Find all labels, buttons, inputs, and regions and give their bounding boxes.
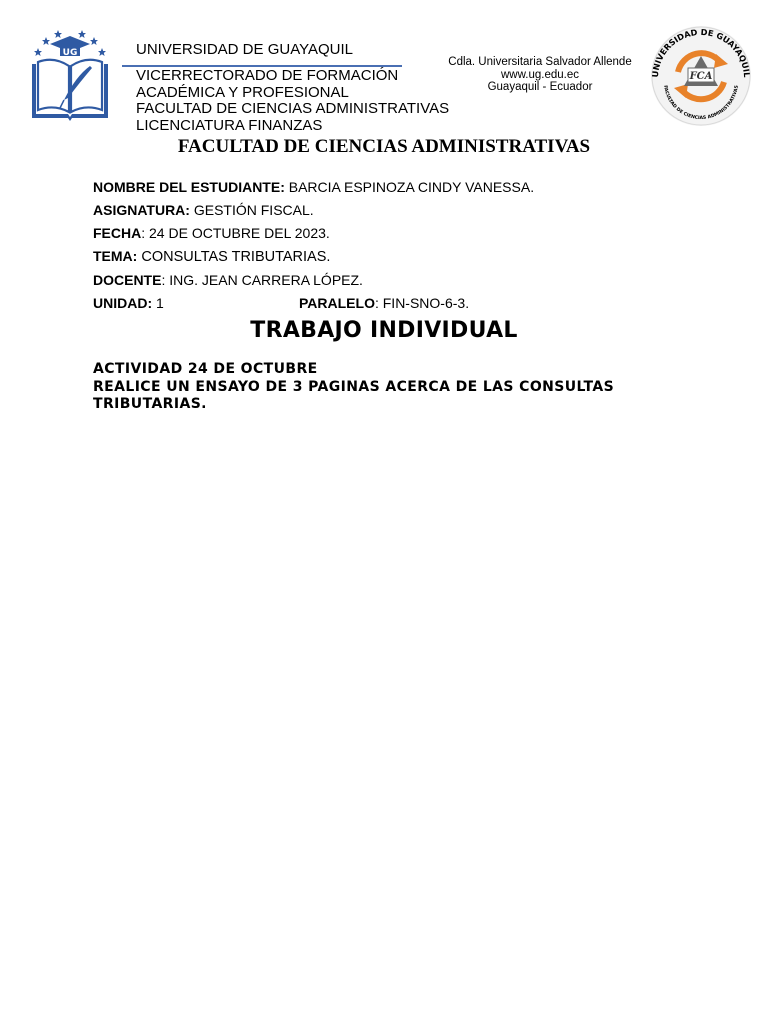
teacher-field [93, 272, 363, 288]
topic-field [93, 248, 330, 265]
parallel-field [299, 295, 469, 311]
activity-line-1: ACTIVIDAD 24 DE OCTUBRE [93, 361, 318, 377]
ug-logo [28, 26, 112, 122]
svg-text:UG: UG [62, 48, 78, 58]
parallel-value: : FIN-SNO-6-3. [374, 295, 470, 311]
header-line-4: LICENCIATURA FINANZAS [136, 116, 323, 134]
address-line-3: Guayaquil - Ecuador [487, 81, 593, 93]
parallel-label: PARALELO [299, 295, 375, 311]
address-line-1: Cdla. Universitaria Salvador Allende [448, 56, 632, 68]
topic-value: CONSULTAS TRIBUTARIAS. [137, 249, 331, 265]
university-name: UNIVERSIDAD DE GUAYAQUIL [136, 41, 353, 58]
header-line-3: FACULTAD DE CIENCIAS ADMINISTRATIVAS [136, 100, 450, 117]
activity-line-2: REALICE UN ENSAYO DE 3 PAGINAS ACERCA DE LAS CONSULTAS TRIBUTARIAS. [93, 378, 615, 412]
date-label: FECHA [93, 225, 142, 241]
teacher-value: : ING. JEAN CARRERA LÓPEZ. [161, 272, 363, 288]
header-line-2: ACADÉMICA Y PROFESIONAL [136, 83, 349, 101]
subject-label: ASIGNATURA: [93, 202, 190, 218]
address-line-2: www.ug.edu.ec [501, 68, 579, 81]
date-value: : 24 DE OCTUBRE DEL 2023. [141, 225, 330, 241]
header-line-1: VICERRECTORADO DE FORMACIÓN [136, 67, 399, 84]
unit-value: 1 [152, 295, 164, 311]
activity-block [93, 361, 653, 414]
fca-logo [644, 24, 758, 128]
work-title: TRABAJO INDIVIDUAL [250, 318, 518, 343]
student-field [93, 179, 534, 195]
unit-field [93, 295, 164, 311]
faculty-title: FACULTAD DE CIENCIAS ADMINISTRATIVAS [177, 136, 591, 157]
address-block [440, 56, 640, 94]
unit-label: UNIDAD: [93, 295, 153, 311]
svg-text:UNIVERSIDAD DE GUAYAQUIL: UNIVERSIDAD DE GUAYAQUIL [649, 26, 753, 78]
student-label: NOMBRE DEL ESTUDIANTE: [93, 179, 285, 195]
student-value: BARCIA ESPINOZA CINDY VANESSA. [284, 179, 535, 195]
svg-text:FACULTAD DE CIENCIAS ADMINISTR: FACULTAD DE CIENCIAS ADMINISTRATIVAS [662, 85, 740, 122]
subject-value: GESTIÓN FISCAL. [189, 202, 314, 218]
topic-label: TEMA: [93, 248, 138, 264]
svg-text:FCA: FCA [689, 71, 713, 82]
subject-field [93, 202, 314, 218]
date-field [93, 225, 330, 241]
teacher-label: DOCENTE [93, 272, 162, 288]
